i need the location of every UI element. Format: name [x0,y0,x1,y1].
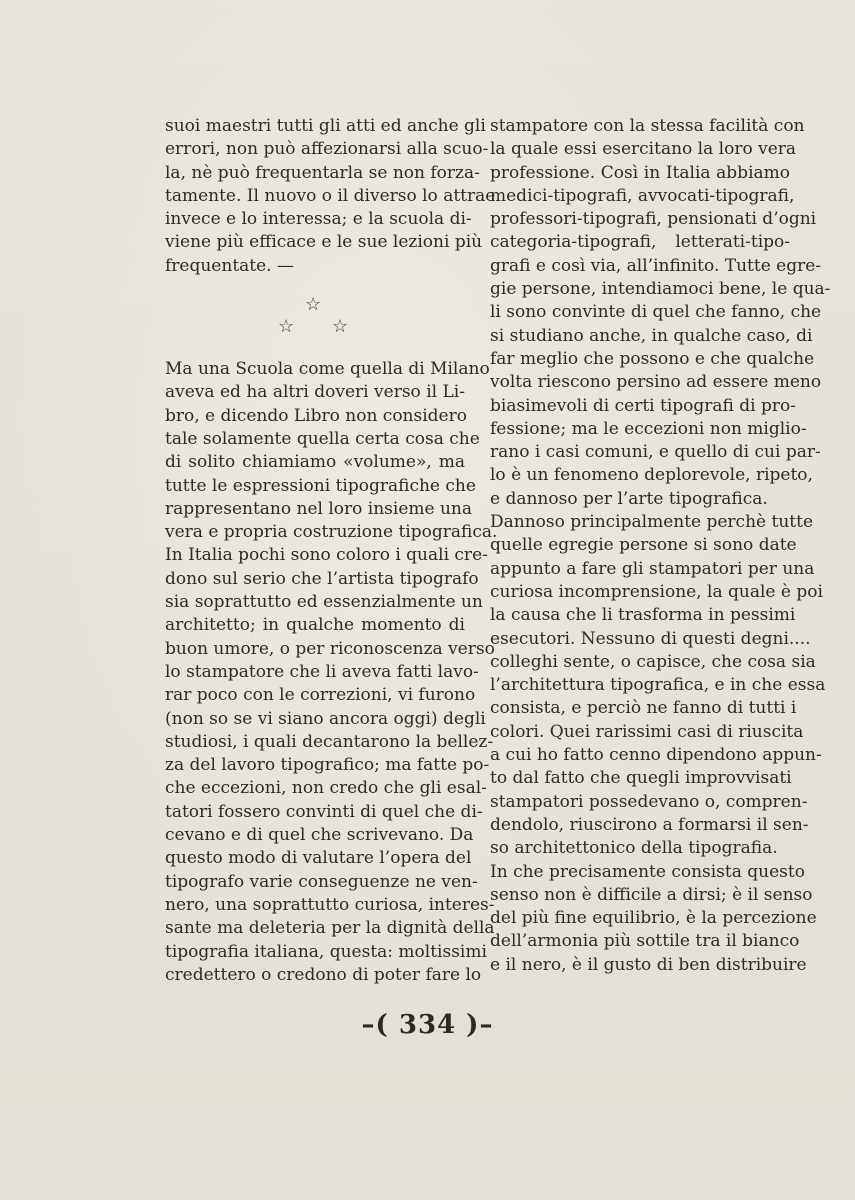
text-line: invece e lo interessa; e la scuola di- [165,209,472,230]
text-line: del più fine equilibrio, è la percezione [490,908,817,929]
text-line: e il nero, è il gusto di ben distribuire [490,954,807,975]
text-line: architetto; in qualche momento di [165,615,465,636]
text-line: stampatore con la stessa facilità con [490,116,805,136]
paragraph [490,861,817,977]
text-line: suoi maestri tutti gli atti ed anche gli [165,116,486,136]
text-line: medici-tipografi, avvocati-tipografi, [490,185,795,206]
text-line: Dannoso principalmente perchè tutte [490,512,813,533]
text-line: aveva ed ha altri doveri verso il Li- [165,382,465,403]
left-column [165,115,498,987]
text-line: a cui ho fatto cenno dipendono appun- [490,745,822,766]
star-icon: ☆ [305,294,322,316]
text-line: esecutori. Nessuno di questi degni.... [490,628,811,649]
text-line: rar poco con le correzioni, vi furono [165,685,476,706]
section-ornament [165,278,465,358]
text-line: so architettonico della tipografia. [490,838,778,859]
text-line: rano i casi comuni, e quello di cui par- [490,442,821,463]
page-number: –( 334 )– [361,1010,494,1040]
star-icon: ☆ [332,316,349,338]
text-line: questo modo di valutare l’opera del [165,848,472,869]
text-line: si studiano anche, in qualche caso, di [490,325,813,346]
text-line: errori, non può affezionarsi alla scuo- [165,139,489,160]
star-icon: ☆ [278,316,295,338]
text-line: tipografo varie conseguenze ne ven- [165,871,478,892]
text-line: sia soprattutto ed essenzialmente un [165,592,483,613]
text-line: consista, e perciò ne fanno di tutti i [490,698,797,719]
text-line: Ma una Scuola come quella di Milano [165,359,490,380]
text-line: biasimevoli di certi tipografi di pro- [490,395,796,416]
text-line: di solito chiamiamo «volume», ma [165,452,465,473]
text-line: senso non è difficile a dirsi; è il senso [490,884,813,905]
text-line: (non so se vi siano ancora oggi) degli [165,708,486,729]
text-line: dendolo, riuscirono a formarsi il sen- [490,814,809,835]
text-line: studiosi, i quali decantarono la bellez- [165,731,494,752]
text-line: categoria-tipografi, letterati-tipo- [490,232,790,253]
text-line: lo stampatore che li aveva fatti lavo- [165,661,479,682]
text-line: In che precisamente consista questo [490,861,805,882]
text-line: vera e propria costruzione tipografica. [165,522,498,543]
text-line: e dannoso per l’arte tipografica. [490,488,768,509]
text-line: frequentate. — [165,255,294,276]
text-line: professori-tipografi, pensionati d’ogni [490,209,817,230]
text-line: la causa che li trasforma in pessimi [490,605,796,626]
text-line: l’architettura tipografica, e in che essa [490,675,826,696]
text-line: curiosa incomprensione, la quale è poi [490,581,823,602]
text-line: dell’armonia più sottile tra il bianco [490,931,800,952]
text-line: far meglio che possono e che qualche [490,348,815,369]
text-line: volta riescono persino ad essere meno [490,372,822,393]
text-line: professione. Così in Italia abbiamo [490,162,790,183]
paragraph [165,358,498,987]
text-line: la, nè può frequentarla se non forza- [165,162,480,183]
text-line: credettero o credono di poter fare lo [165,964,482,985]
paragraph [165,115,496,278]
text-line: che eccezioni, non credo che gli esal- [165,778,487,799]
text-line: grafi e così via, all’infinito. Tutte egre- [490,255,822,276]
text-line: to dal fatto che quegli improvvisati [490,768,792,789]
paragraph [490,511,826,860]
text-line: dono sul serio che l’artista tipografo [165,568,479,589]
text-line: gie persone, intendiamoci bene, le qua- [490,279,831,300]
text-line: colori. Quei rarissimi casi di riuscita [490,721,804,742]
text-line: tipografia italiana, questa: moltissimi [165,941,487,962]
text-line: fessione; ma le eccezioni non miglio- [490,418,807,439]
text-line: tamente. Il nuovo o il diverso lo attrae [165,185,496,206]
text-line: bro, e dicendo Libro non considero [165,405,467,426]
text-line: In Italia pochi sono coloro i quali cre- [165,545,488,566]
text-line: za del lavoro tipografico; ma fatte po- [165,755,490,776]
text-line: tale solamente quella certa cosa che [165,428,480,449]
text-line: colleghi sente, o capisce, che cosa sia [490,651,816,672]
text-line: buon umore, o per riconoscenza verso [165,638,495,659]
text-line: stampatori possedevano o, compren- [490,791,808,812]
text-line: sante ma deleteria per la dignità della [165,918,495,939]
text-line: viene più efficace e le sue lezioni più [165,232,483,253]
text-line: nero, una soprattutto curiosa, interes- [165,894,495,915]
text-line: appunto a fare gli stampatori per una [490,558,815,579]
text-line: lo è un fenomeno deplorevole, ripeto, [490,465,813,486]
paragraph [490,115,831,511]
text-line: tatori fossero convinti di quel che di- [165,801,483,822]
text-line: quelle egregie persone si sono date [490,535,797,556]
text-line: cevano e di quel che scrivevano. Da [165,825,474,846]
text-line: tutte le espressioni tipografiche che [165,475,476,496]
right-column [490,115,831,977]
text-line: rappresentano nel loro insieme una [165,498,473,519]
text-line: la quale essi esercitano la loro vera [490,139,797,160]
text-line: li sono convinte di quel che fanno, che [490,302,822,323]
